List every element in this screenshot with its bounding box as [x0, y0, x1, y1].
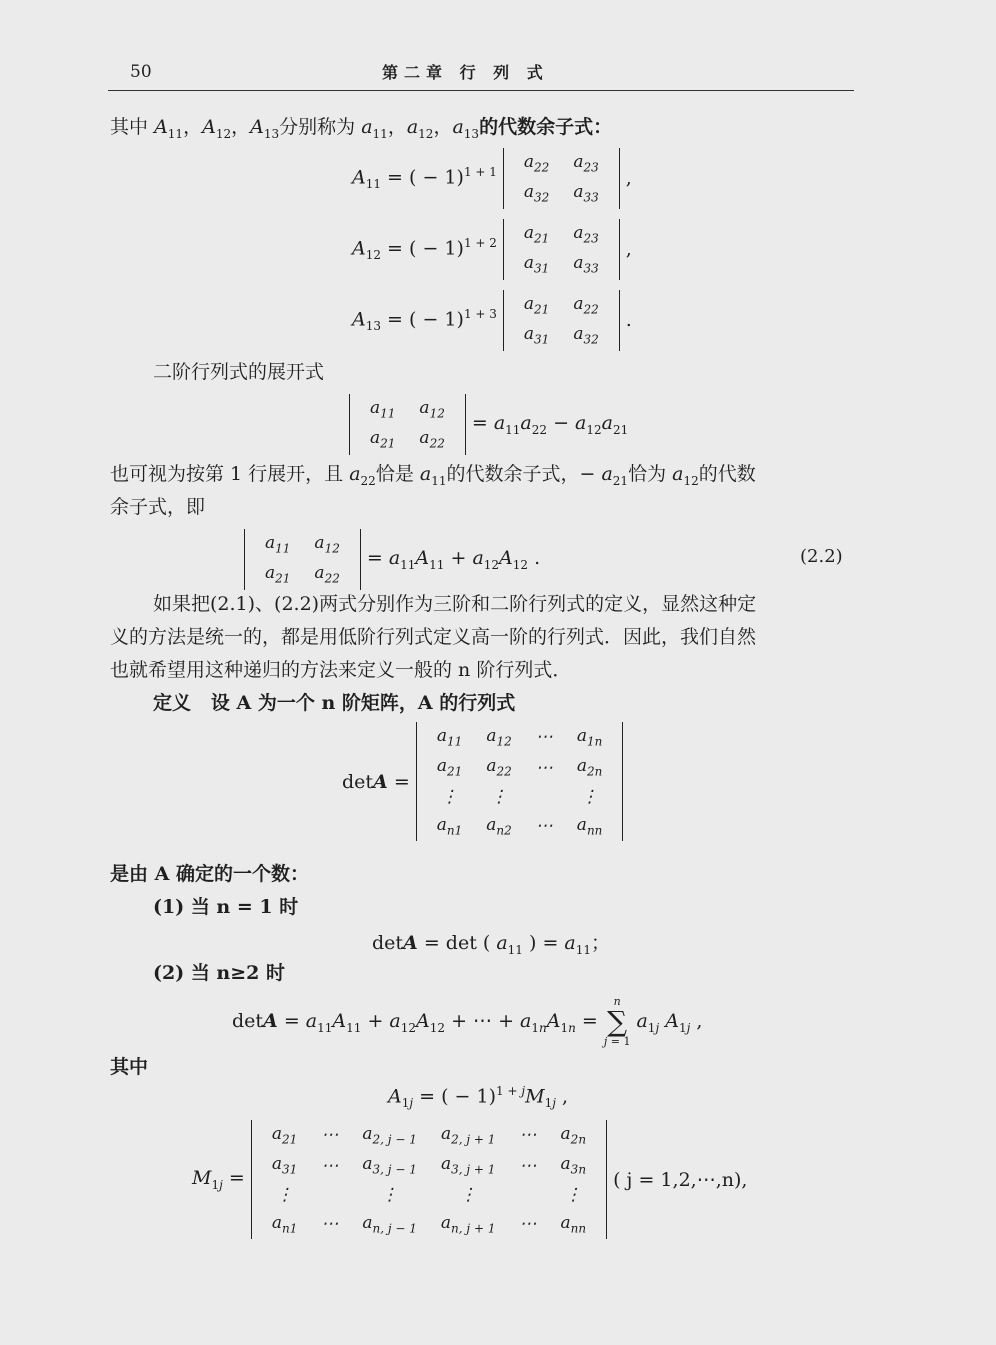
intro-line: 其中 $A_{11}$，$A_{12}$，$A_{13}$分别称为 $a_{11}$，$a_{12}$，$a_{13}$的代数余子式： [110, 116, 613, 141]
det-label: det [342, 770, 374, 793]
para-def-line2: 义的方法是统一的，都是用低阶行列式定义高一阶的行列式．因此，我们自然 [110, 626, 757, 648]
eq-2x2-cofactor: $a_{11}$ $a_{12}$ $a_{21}$ $a_{22}$ = $a_{11}A_{11} + a_{12}A_{12}$ . [238, 529, 540, 590]
page-number: 50 [130, 62, 152, 82]
eq-det-A: detA = $a_{11}$ $a_{12}$ ⋯ $a_{1n}$ $a_{21}$ $a_{22}$ ⋯ $a_{2n}$ ⋮ ⋮ ⋮ $a_{n1}$ $a_{n2}$ ⋯ $a_{nn}$ [342, 722, 629, 841]
view-text-1: 也可视为按第 1 行展开，且 [110, 463, 344, 485]
eq-case-1: detA = det ( $a_{11}$ ) = $a_{11}$； [372, 932, 611, 957]
para-view-line2: 余子式，即 [110, 496, 206, 518]
case-2: (2) 当 n≥2 时 [153, 962, 285, 984]
para-def-line1: 如果把(2.1)、(2.2)两式分别作为三阶和二阶行列式的定义，显然这种定 [153, 593, 757, 615]
para-def-line3: 也就希望用这种递归的方法来定义一般的 n 阶行列式． [110, 659, 572, 681]
where-label: 其中 [110, 1056, 149, 1078]
eq-2x2-expansion: $a_{11}$ $a_{12}$ $a_{21}$ $a_{22}$ = $a_{11}a_{22} - a_{12}a_{21}$ [343, 394, 628, 455]
view-text-3: 的代数余子式，− [446, 463, 596, 485]
eq-A12: $A_{12}$ = ( − 1)$^{1 + 2}$ $a_{21}$ $a_{23}$ $a_{31}$ $a_{33}$ , [352, 219, 632, 280]
definition-line [153, 687, 515, 720]
intro-tail: 分别称为 [279, 116, 356, 138]
eq-case-2: $\det A = a_{11}A_{11} + a_{12}A_{12}$ + ⋯ + $a_{1n}A_{1n}$ = n ∑ j = 1 $a_{1j}$ $A_{1j}$ , [232, 995, 703, 1048]
eq-M1j: $M_{1j}$ = $a_{21}$ ⋯ $a_{2, j - 1}$ $a_{2, j + 1}$ ⋯ $a_{2n}$ $a_{31}$ ⋯ $a_{3, j - 1}$ $a_{3, j + 1}$ ⋯ $a_{3n}$ ⋮ ⋮ ⋮ ⋮ $a_{n1}$ ⋯ $a_{n, j - 1}$ $a_{n, j + 1}$ ⋯ $a_{nn}$ ( j = 1,2,⋯,n), [192, 1120, 747, 1239]
header-rule [108, 90, 854, 91]
para-view-line1: 也可视为按第 1 行展开，且 $a_{22}$恰是 $a_{11}$的代数余子式，− $a_{21}$恰为 $a_{12}$的代数 [110, 463, 756, 488]
running-title: 第二章 行 列 式 [382, 63, 549, 82]
view-text-5: 的代数 [698, 463, 756, 485]
determined-line: 是由 A 确定的一个数： [110, 863, 309, 885]
range-text: ( j = 1,2,⋯,n), [613, 1168, 748, 1191]
equation-number: (2.2) [800, 546, 843, 567]
case-1: (1) 当 n = 1 时 [153, 896, 299, 918]
eq-A11: $A_{11}$ = ( − 1)$^{1 + 1}$ $a_{22}$ $a_{23}$ $a_{32}$ $a_{33}$ , [352, 148, 632, 209]
para-2x2-intro: 二阶行列式的展开式 [153, 361, 325, 383]
definition-text: 设 A 为一个 n 阶矩阵，A 的行列式 [210, 692, 516, 714]
eq-A1j: $A_{1j}$ = ( − $1)^{1 + j}M_{1j}$ , [388, 1084, 569, 1111]
intro-tail-bold: 的代数余子式： [479, 116, 613, 138]
definition-label: 定义 [153, 692, 192, 714]
intro-lead: 其中 [110, 116, 149, 138]
eq-A13: $A_{13}$ = ( − 1)$^{1 + 3}$ $a_{21}$ $a_{22}$ $a_{31}$ $a_{32}$ . [352, 290, 632, 351]
view-text-2: 恰是 [375, 463, 414, 485]
view-text-4: 恰为 [628, 463, 667, 485]
